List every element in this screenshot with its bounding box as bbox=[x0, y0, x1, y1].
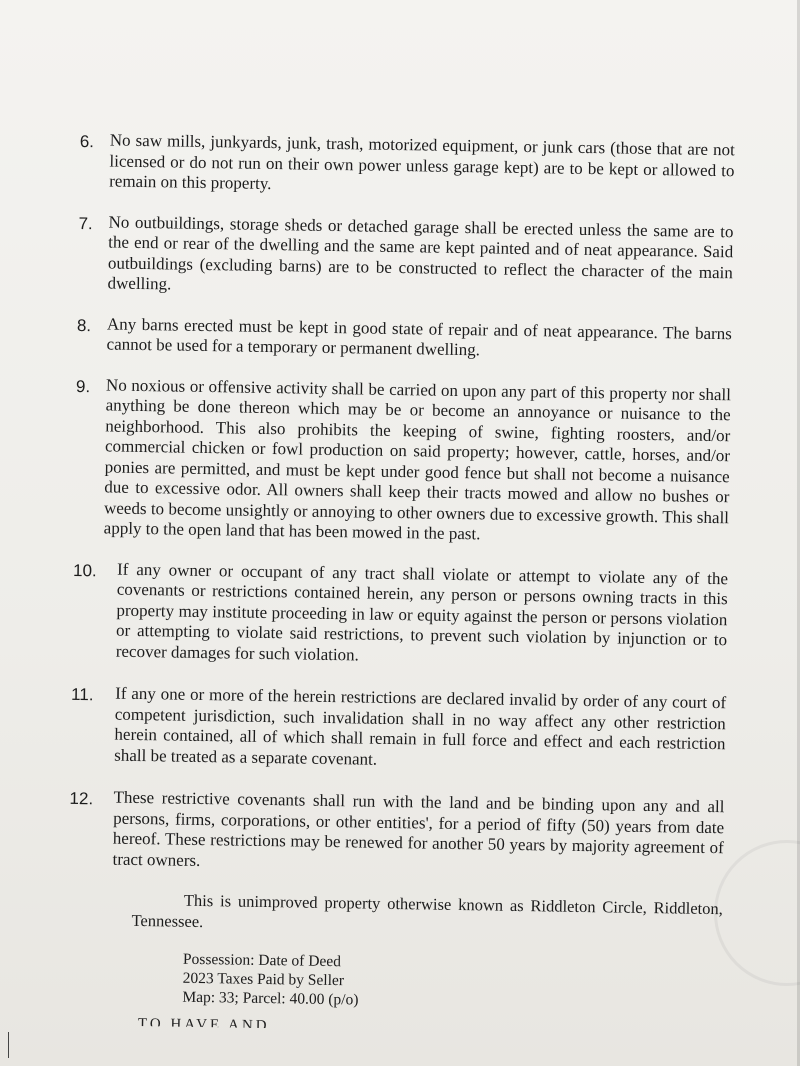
item-text: No outbuildings, storage sheds or detached garage shall be erected unless the same are to the end or rear of the dwelling and the same are kept painted and of neat appearance. Said outbuildings (excluding barns) are to be constructed to reflect the character of the main dwelling. bbox=[107, 211, 734, 294]
taxes-line: 2023 Taxes Paid by Seller bbox=[182, 969, 345, 990]
restriction-item-11 bbox=[70, 683, 726, 775]
restriction-item-9 bbox=[74, 374, 731, 548]
item-number: 8. bbox=[76, 315, 92, 335]
item-number: 11. bbox=[70, 684, 94, 705]
cut-off-heading: TO HAVE AND bbox=[137, 1016, 270, 1035]
item-text: If any one or more of the herein restrictions are declared invalid by order of any court of competent jurisdiction, such invalidation shall in no way affect any other restriction herein contained, all of which shall remain in full force and effect and each restriction shall be treated as a separate covenant. bbox=[114, 683, 727, 769]
item-number: 10. bbox=[72, 560, 97, 580]
restriction-item-8 bbox=[76, 313, 732, 364]
possession-line: Possession: Date of Deed bbox=[182, 950, 342, 971]
item-number: 12. bbox=[69, 788, 94, 809]
property-details bbox=[182, 950, 722, 1015]
item-text: No saw mills, junkyards, junk, trash, motorized equipment, or junk cars (those that are not licensed or do not run on their own power unless garage kept) are to be kept or allowed to remain on this property. bbox=[109, 130, 735, 194]
item-text: If any owner or occupant of any tract shall violate or attempt to violate any of the covenants or restrictions contained herein, any person or persons owning tracts in this property may institute proceeding in law or equity against the person or persons violation or attempting to violate said restrictions, to prevent such violation by injunction or to recover damages for such violation. bbox=[115, 559, 729, 664]
restriction-item-10 bbox=[72, 558, 729, 671]
restriction-item-6 bbox=[79, 130, 735, 202]
item-number: 6. bbox=[79, 131, 95, 152]
item-text: Any barns erected must be kept in good state of repair and of neat appearance. The barns cannot be used for a temporary or permanent dwelling. bbox=[106, 313, 733, 360]
restriction-item-7 bbox=[77, 211, 733, 303]
item-text: No noxious or offensive activity shall be carried on upon any part of this property nor shall anything be done thereon which may be or become an annoyance or nuisance to the neighborhood. This also prohibits the keeping of swine, fighting roosters, and/or commercial chicken or fowl production on said property; however, cattle, horses, and/or ponies are permitted, and must be kept under good fence but shall not become a nuisance due to excessive odor. All owners shall keep their tracts mowed and allow no bushes or weeds to become unsightly or annoying to other owners due to excessive growth. This shall apply to the open land that has been mowed in the past. bbox=[103, 374, 732, 544]
restriction-item-12 bbox=[68, 787, 724, 879]
item-number: 7. bbox=[78, 213, 93, 233]
notary-seal-bleed bbox=[714, 840, 800, 986]
item-number: 9. bbox=[75, 376, 91, 396]
restrictions-document bbox=[66, 130, 735, 1035]
item-text: These restrictive covenants shall run with the land and be binding upon any and all persons, firms, corporations, or other entities', for a period of fifty (50) years from date hereof. These restrictions may be renewed for another 50 years by majority agreement of tract owners. bbox=[112, 787, 725, 870]
map-parcel-line: Map: 33; Parcel: 40.00 (p/o) bbox=[182, 988, 359, 1009]
closing-paragraph: This is unimproved property otherwise known as Riddleton Circle, Riddleton, Tennessee. bbox=[131, 890, 723, 931]
margin-mark bbox=[8, 1032, 9, 1058]
